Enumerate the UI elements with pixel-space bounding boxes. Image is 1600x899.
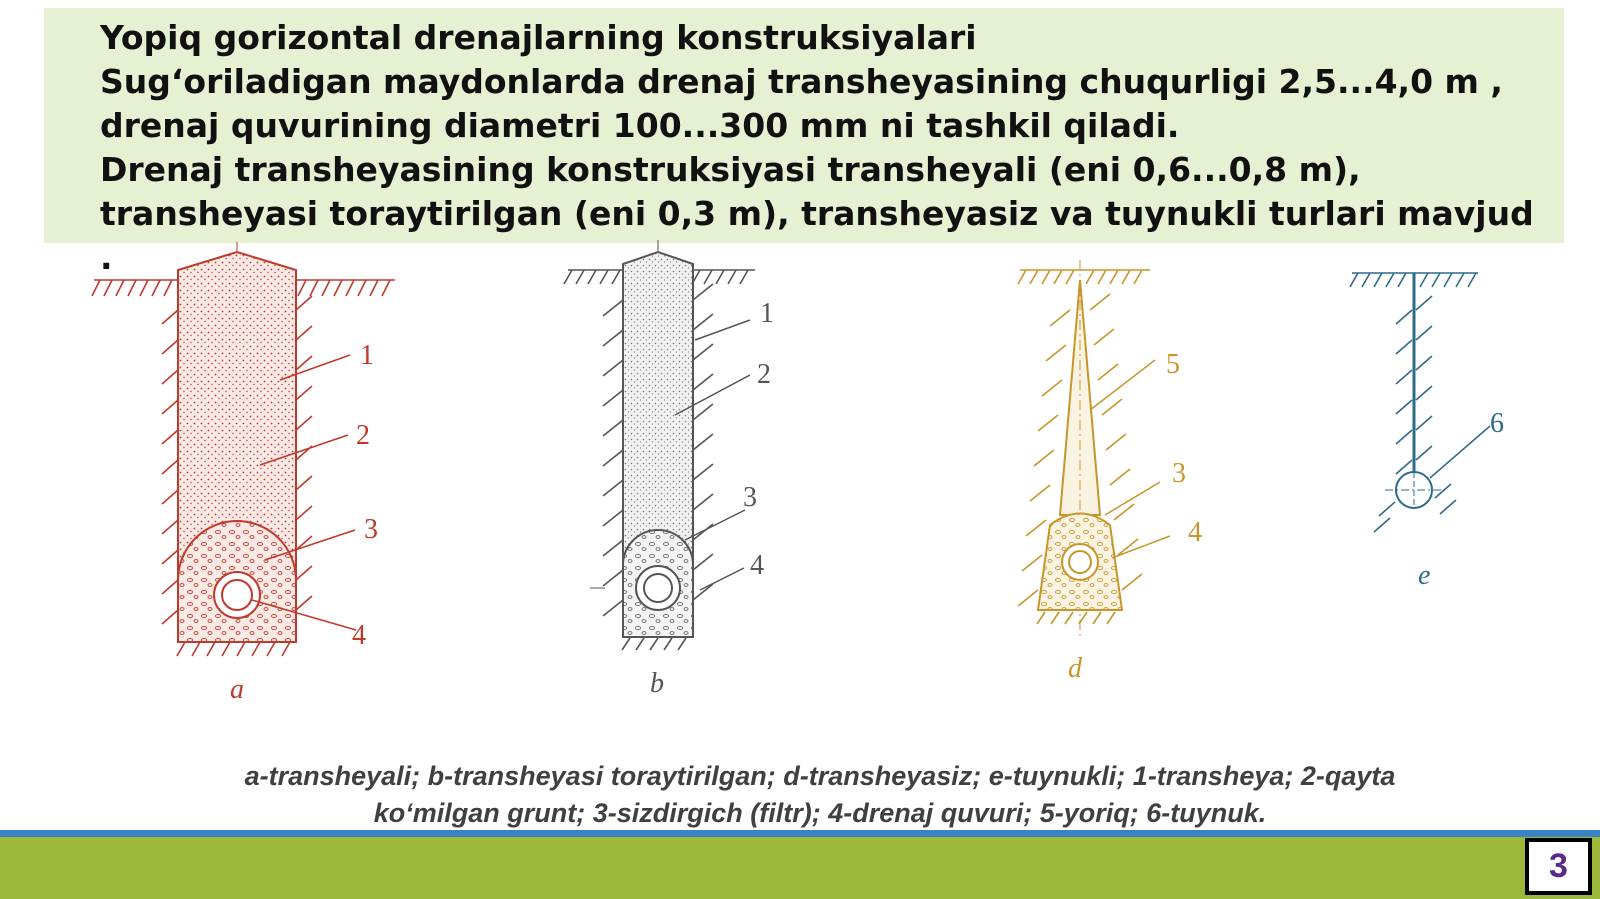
slide-number: 3 (1525, 838, 1592, 895)
bullet-text: Yopiq gorizontal drenajlarning konstruksiyalari (100, 18, 977, 57)
label-3: 3 (743, 482, 757, 513)
label-2: 2 (356, 420, 370, 451)
caption-line-2: ko‘milgan grunt; 3-sizdirgich (filtr); 4-drenaj quvuri; 5-yoriq; 6-tuynuk. (373, 798, 1267, 828)
label-6: 6 (1490, 408, 1504, 439)
panel-letter-d: d (1068, 653, 1082, 684)
bullet-text: Drenaj transheyasining konstruksiyasi transheyali (eni 0,6...0,8 m), transheyasi toraytirilgan (eni 0,3 m), transheyasiz va tuynukli turlari mavjud . (100, 150, 1534, 277)
drain-pipe (1062, 544, 1098, 580)
drainage-construction-figure (60, 240, 1560, 730)
label-4: 4 (1188, 517, 1202, 548)
label-5: 5 (1166, 349, 1180, 380)
label-4: 4 (750, 550, 764, 581)
bullet-text: Sug‘oriladigan maydonlarda drenaj transheyasining chuqurligi 2,5...4,0 m , drenaj quvurining diametri 100...300 mm ni tashkil qiladi. (100, 62, 1503, 145)
figure-caption (150, 758, 1490, 832)
panel-letter-a: a (230, 674, 244, 705)
label-2: 2 (757, 359, 771, 390)
caption-line-1 (150, 758, 1490, 795)
drain-pipe (636, 566, 680, 610)
panel-d (1018, 260, 1170, 640)
label-1: 1 (760, 298, 774, 329)
bullet-item (44, 60, 1564, 148)
panel-b (564, 240, 755, 650)
caption-line-1-text: a-transheyali; b-transheyasi toraytirilgan; d-transheyasiz; e-tuynukli; 1-transheya; 2-qayta (244, 761, 1396, 791)
footer-divider (0, 830, 1600, 837)
bullet-text-box (44, 8, 1564, 277)
leader-line (1430, 426, 1490, 478)
label-3: 3 (364, 514, 378, 545)
panel-a (92, 242, 395, 656)
footer-band (0, 837, 1600, 899)
label-3: 3 (1172, 458, 1186, 489)
panel-e-labels (1418, 408, 1504, 591)
panel-e (1350, 273, 1490, 532)
panel-letter-b: b (650, 668, 664, 699)
drain-pipe (214, 572, 260, 618)
bullet-item (44, 16, 1564, 60)
label-4: 4 (352, 620, 366, 651)
label-1: 1 (360, 340, 374, 371)
panel-letter-e: e (1418, 560, 1431, 591)
